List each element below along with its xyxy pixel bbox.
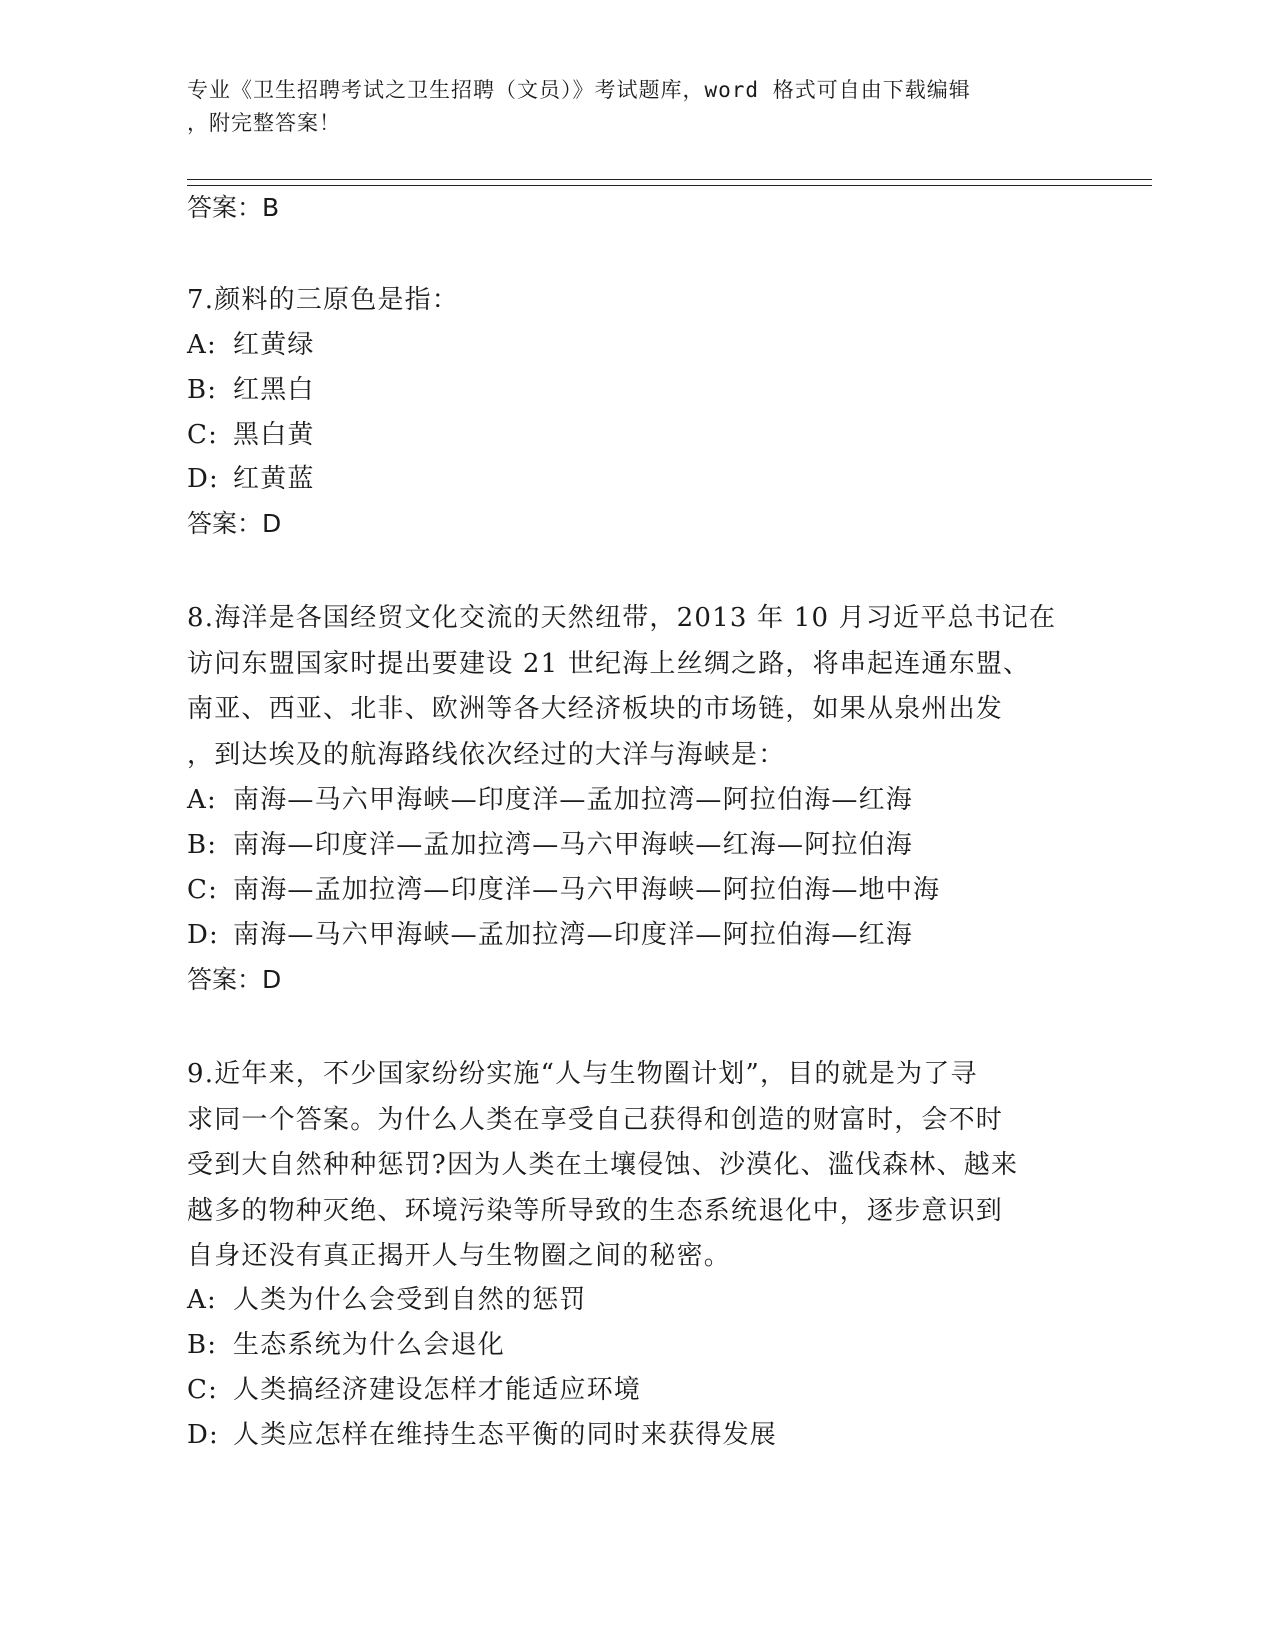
option-letter: B:: [187, 830, 218, 860]
question-9-option-a: [187, 1284, 587, 1316]
option-text: 人类搞经济建设怎样才能适应环境: [233, 1375, 642, 1405]
option-text: 南海—印度洋—孟加拉湾—马六甲海峡—红海—阿拉伯海: [233, 830, 914, 860]
stem-line: 访问东盟国家时提出要建设 21 世纪海上丝绸之路，将串起连通东盟、: [187, 648, 1031, 679]
option-letter: A:: [187, 785, 217, 815]
question-7-option-b: [187, 374, 315, 406]
option-text: 人类应怎样在维持生态平衡的同时来获得发展: [233, 1420, 778, 1450]
option-text: 黑白黄: [233, 420, 315, 450]
question-8-option-d: [187, 919, 913, 951]
option-text: 南海—马六甲海峡—印度洋—孟加拉湾—阿拉伯海—红海: [233, 785, 914, 815]
question-7-option-c: [187, 419, 315, 451]
previous-answer: 答案：B: [187, 193, 280, 222]
question-8-option-a: [187, 784, 913, 816]
question-9-stem: [187, 1052, 1087, 1280]
question-8-answer: 答案：D: [187, 965, 282, 994]
option-letter: D:: [187, 920, 220, 950]
option-text: 人类为什么会受到自然的惩罚: [233, 1285, 587, 1315]
question-8-option-c: [187, 874, 940, 906]
option-letter: C:: [187, 1375, 219, 1405]
stem-line: 求同一个答案。为什么人类在享受自己获得和创造的财富时，会不时: [187, 1104, 1004, 1135]
option-letter: B:: [187, 375, 218, 405]
header-line-2: ，附完整答案！: [187, 111, 341, 135]
question-9-option-c: [187, 1374, 641, 1406]
option-letter: C:: [187, 875, 219, 905]
option-text: 红黑白: [233, 375, 315, 405]
stem-line: 越多的物种灭绝、环境污染等所导致的生态系统退化中，逐步意识到: [187, 1195, 1004, 1226]
question-8-stem: [187, 596, 1087, 778]
question-7-option-a: [187, 329, 315, 361]
option-letter: A:: [187, 1285, 217, 1315]
stem-line: ，到达埃及的航海路线依次经过的大洋与海峡是：: [187, 739, 786, 770]
question-7-answer: 答案：D: [187, 509, 282, 538]
question-7-stem: 7.颜料的三原色是指：: [187, 285, 460, 315]
option-text: 南海—孟加拉湾—印度洋—马六甲海峡—阿拉伯海—地中海: [233, 875, 941, 905]
stem-line: 自身还没有真正揭开人与生物圈之间的秘密。: [187, 1241, 732, 1271]
option-letter: D:: [187, 464, 220, 494]
question-9-option-d: [187, 1419, 777, 1451]
question-7-option-d: [187, 463, 315, 495]
option-letter: B:: [187, 1330, 218, 1360]
option-text: 红黄蓝: [233, 464, 315, 494]
question-9-option-b: [187, 1329, 505, 1361]
option-text: 红黄绿: [233, 330, 315, 360]
question-8-option-b: [187, 829, 913, 861]
stem-line: 9.近年来，不少国家纷纷实施“人与生物圈计划”，目的就是为了寻: [187, 1059, 978, 1089]
header-divider: [187, 179, 1152, 186]
option-letter: C:: [187, 420, 219, 450]
stem-line: 南亚、西亚、北非、欧洲等各大经济板块的市场链，如果从泉州出发: [187, 694, 1004, 724]
header-line-1: 专业《卫生招聘考试之卫生招聘（文员）》考试题库，word 格式可自由下载编辑: [187, 78, 971, 102]
option-letter: D:: [187, 1420, 220, 1450]
document-header: [187, 74, 1087, 140]
option-letter: A:: [187, 330, 217, 360]
option-text: 生态系统为什么会退化: [233, 1330, 506, 1360]
option-text: 南海—马六甲海峡—孟加拉湾—印度洋—阿拉伯海—红海: [233, 920, 914, 950]
stem-line: 受到大自然种种惩罚?因为人类在土壤侵蚀、沙漠化、滥伐森林、越来: [187, 1150, 1019, 1180]
stem-line: 8.海洋是各国经贸文化交流的天然纽带，2013 年 10 月习近平总书记在: [187, 603, 1057, 633]
